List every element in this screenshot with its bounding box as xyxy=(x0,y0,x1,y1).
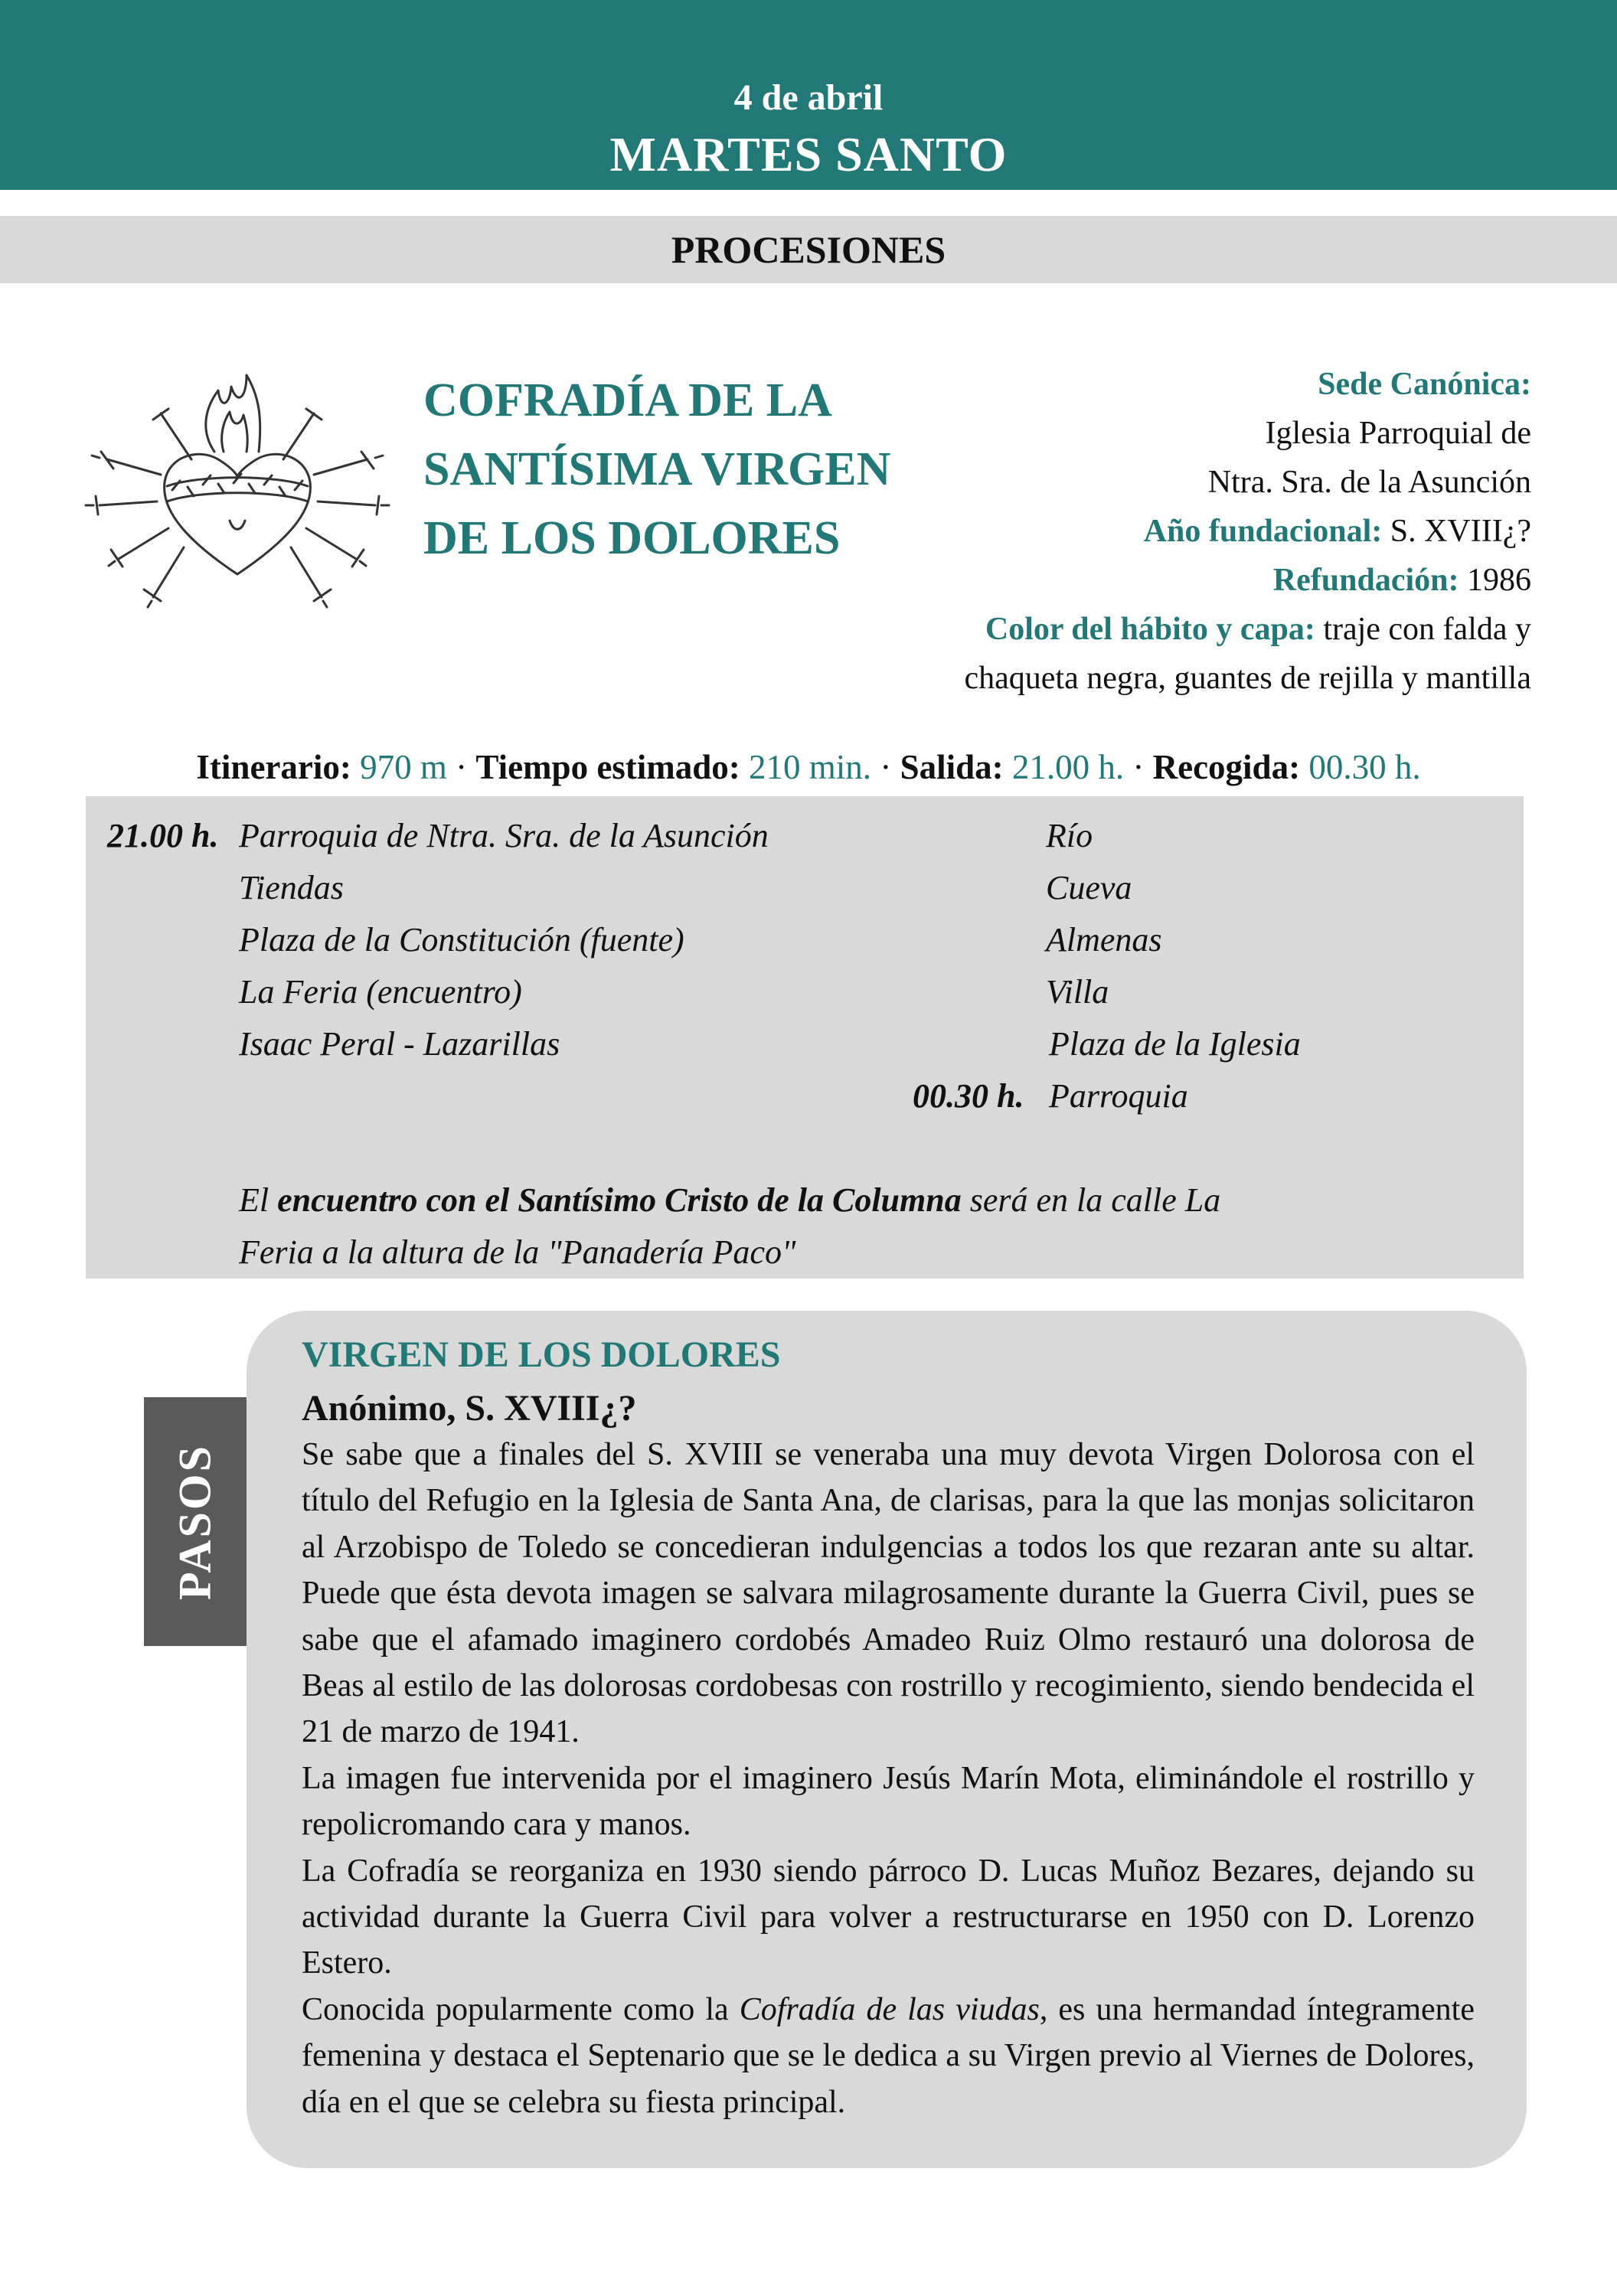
itinerario-value: 970 m xyxy=(351,748,447,786)
sacred-heart-with-swords-icon xyxy=(84,345,390,620)
end-place: Parroquia xyxy=(1049,1077,1188,1115)
route-item: Plaza de la Iglesia xyxy=(1049,1025,1301,1063)
route-item: Parroquia de Ntra. Sra. de la Asunción xyxy=(239,817,769,854)
separator: · xyxy=(871,748,900,786)
route-note: Feria a la altura de la "Panadería Paco" xyxy=(239,1233,796,1271)
refundacion-label: Refundación: xyxy=(1272,563,1459,598)
title-line: COFRADÍA DE LA xyxy=(423,374,832,426)
start-time: 21.00 h. xyxy=(107,817,219,854)
route-item: Río xyxy=(1046,817,1093,854)
route-item: Isaac Peral - Lazarillas xyxy=(239,1025,560,1063)
title-line: DE LOS DOLORES xyxy=(423,512,841,564)
route-item: Almenas xyxy=(1046,921,1162,959)
header-date: 4 de abril xyxy=(733,77,884,118)
sede-label: Sede Canónica: xyxy=(1318,367,1531,402)
sede-line: Iglesia Parroquial de xyxy=(1265,416,1531,451)
route-item: Villa xyxy=(1046,973,1109,1011)
route-item: La Feria (encuentro) xyxy=(239,973,522,1011)
info-block xyxy=(796,360,1531,703)
itinerary-summary xyxy=(0,743,1617,792)
header-banner xyxy=(0,0,1617,190)
color-label: Color del hábito y capa: xyxy=(985,612,1315,647)
route-item: Cueva xyxy=(1046,869,1132,906)
recogida-label: Recogida: xyxy=(1152,748,1301,786)
color-value: traje con falda y xyxy=(1315,612,1531,647)
recogida-value: 00.30 h. xyxy=(1300,748,1421,786)
refundacion-value: 1986 xyxy=(1459,563,1531,598)
tiempo-label: Tiempo estimado: xyxy=(475,748,740,786)
paso-author: Anónimo, S. XVIII¿? xyxy=(302,1388,637,1429)
separator: · xyxy=(446,748,476,786)
route-item: Tiendas xyxy=(239,869,344,906)
salida-label: Salida: xyxy=(900,748,1004,786)
paso-description xyxy=(302,1432,1475,2125)
section-banner: PROCESIONES xyxy=(0,216,1617,283)
paragraph: Conocida popularmente como la Cofradía de las viudas, es una hermandad íntegramente femenina y destaca el Septenario que se le dedica a su Virgen previo al Viernes de Dolores, día en el que se celebra su fiesta principal. xyxy=(302,1991,1475,2120)
pasos-tab xyxy=(144,1397,247,1646)
paragraph: La Cofradía se reorganiza en 1930 siendo párroco D. Lucas Muñoz Bezares, dejando su actividad durante la Guerra Civil para volver a restructurarse en 1950 con D. Lorenzo Estero. xyxy=(302,1853,1475,1981)
color-value: chaqueta negra, guantes de rejilla y mantilla xyxy=(964,661,1531,696)
paragraph: Se sabe que a finales del S. XVIII se veneraba una muy devota Virgen Dolorosa con el título del Refugio en la Iglesia de Santa Ana, de clarisas, para la que las monjas solicitaron al Arzobispo de Toledo se concedieran indulgencias a todos los que rezaran ante su altar. Puede que ésta devota imagen se salvara milagrosamente durante la Guerra Civil, pues se sabe que el afamado imaginero cordobés Amadeo Ruiz Olmo restauró una dolorosa de Beas al estilo de las dolorosas cordobesas con rostrillo y recogimiento, siendo bendecida el 21 de marzo de 1941. xyxy=(302,1437,1475,1750)
ano-label: Año fundacional: xyxy=(1143,514,1383,549)
title-line: SANTÍSIMA VIRGEN xyxy=(423,443,891,495)
end-time: 00.30 h. xyxy=(913,1077,1024,1115)
route-item: Plaza de la Constitución (fuente) xyxy=(239,921,684,959)
sede-line: Ntra. Sra. de la Asunción xyxy=(1207,465,1531,500)
paragraph: La imagen fue intervenida por el imaginero Jesús Marín Mota, eliminándole el rostrillo y repolicromando cara y manos. xyxy=(302,1760,1475,1843)
itinerario-label: Itinerario: xyxy=(196,748,351,786)
separator: · xyxy=(1124,748,1153,786)
route-note: El encuentro con el Santísimo Cristo de la Columna será en la calle La xyxy=(239,1181,1221,1219)
header-day: MARTES SANTO xyxy=(609,127,1008,181)
salida-value: 21.00 h. xyxy=(1003,748,1125,786)
pasos-tab-label: PASOS xyxy=(169,1443,220,1600)
tiempo-value: 210 min. xyxy=(740,748,872,786)
paso-title: VIRGEN DE LOS DOLORES xyxy=(302,1334,781,1375)
ano-value: S. XVIII¿? xyxy=(1382,514,1531,549)
